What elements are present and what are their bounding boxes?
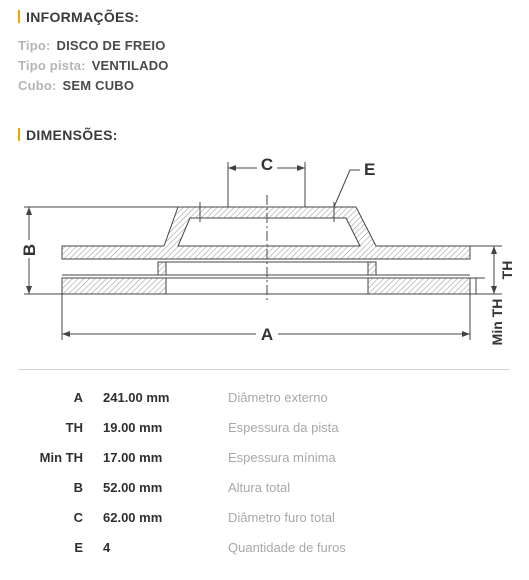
accent-bar xyxy=(18,128,20,141)
spec-description: Espessura da pista xyxy=(228,420,339,435)
info-value: DISCO DE FREIO xyxy=(56,38,166,53)
spec-row xyxy=(0,508,529,528)
spec-row xyxy=(0,418,529,438)
info-row-tipo-pista xyxy=(18,58,169,73)
spec-code: C xyxy=(73,510,83,525)
info-heading xyxy=(18,9,139,25)
spec-value: 62.00 mm xyxy=(103,510,163,525)
label-c: C xyxy=(260,155,274,174)
dimensions-heading xyxy=(18,127,118,143)
dimensions-heading-text: DIMENSÕES: xyxy=(26,127,118,143)
spec-row xyxy=(0,448,529,468)
spec-row xyxy=(0,538,529,558)
info-label: Tipo: xyxy=(18,38,51,53)
spec-code: B xyxy=(73,480,83,495)
label-th: TH xyxy=(499,260,515,280)
spec-value: 241.00 mm xyxy=(103,390,170,405)
info-label: Tipo pista: xyxy=(18,58,86,73)
spec-value: 52.00 mm xyxy=(103,480,163,495)
spec-value: 19.00 mm xyxy=(103,420,163,435)
hat-cavity xyxy=(178,218,360,246)
info-value: SEM CUBO xyxy=(62,78,135,93)
label-a: A xyxy=(260,325,274,344)
info-heading-text: INFORMAÇÕES: xyxy=(26,9,140,25)
spec-row xyxy=(0,388,529,408)
label-b: B xyxy=(20,243,39,257)
spec-value: 4 xyxy=(103,540,111,555)
label-min-th: Min TH xyxy=(489,298,505,346)
spec-code: Min TH xyxy=(39,450,83,465)
spec-code: E xyxy=(74,540,83,555)
spec-value: 17.00 mm xyxy=(103,450,163,465)
spec-description: Diâmetro externo xyxy=(228,390,328,405)
spec-description: Diâmetro furo total xyxy=(228,510,335,525)
info-row-cubo xyxy=(18,78,134,93)
spec-description: Altura total xyxy=(228,480,291,495)
spec-description: Quantidade de furos xyxy=(228,540,346,555)
brake-disc-diagram xyxy=(0,150,529,360)
vent-step-right xyxy=(368,262,376,275)
info-label: Cubo: xyxy=(18,78,57,93)
spec-description: Espessura mínima xyxy=(228,450,336,465)
spec-code: A xyxy=(73,390,83,405)
info-value: VENTILADO xyxy=(91,58,169,73)
spec-code: TH xyxy=(65,420,83,435)
info-row-tipo xyxy=(18,38,166,53)
spec-row xyxy=(0,478,529,498)
divider xyxy=(18,369,510,370)
accent-bar xyxy=(18,10,20,23)
label-e: E xyxy=(364,160,376,179)
vent-step-left xyxy=(158,262,166,275)
